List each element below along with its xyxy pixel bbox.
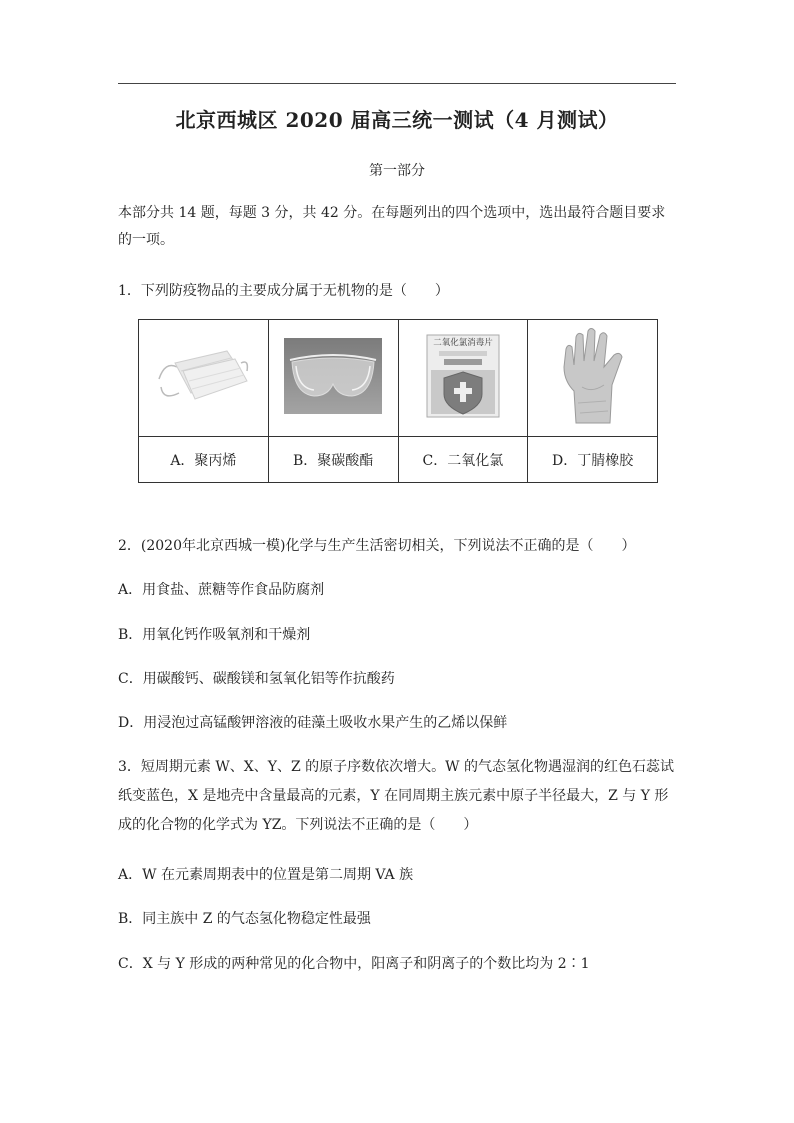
q3-option-b: B．同主族中 Z 的气态氢化物稳定性最强 [118,911,371,927]
q3-option-a: A．W 在元素周期表中的位置是第二周期 VA 族 [118,867,414,883]
option-b-image [268,320,398,437]
option-a-image [139,320,269,437]
q2-option-b: B．用氧化钙作吸氧剂和干燥剂 [118,627,311,643]
option-a-label: A．聚丙烯 [139,437,269,483]
q3-stem: 3．短周期元素 W、X、Y、Z 的原子序数依次增大。W 的气态氢化物遇湿润的红色石蕊试纸变蓝色，X 是地壳中含量最高的元素，Y 在同周期主族元素中原子半径最大，Z 与 Y 形成的化合物的化学式为 YZ。下列说法不正确的是（ ） [118,759,674,833]
q2-option-a: A．用食盐、蔗糖等作食品防腐剂 [118,582,325,598]
q2-option-c: C．用碳酸钙、碳酸镁和氢氧化铝等作抗酸药 [118,671,395,687]
option-d-image [528,320,658,437]
header-rule [118,83,676,84]
q3-option-c: C．X 与 Y 形成的两种常见的化合物中，阳离子和阴离子的个数比均为 2∶1 [118,956,590,972]
q1-stem: 1．下列防疫物品的主要成分属于无机物的是（ ） [118,283,449,299]
q1-options-table [138,319,658,483]
package-text: 二氧化氯消毒片 [433,338,493,348]
glove-icon [558,327,628,425]
goggles-icon [284,338,382,414]
option-d-label: D．丁腈橡胶 [528,437,658,483]
instructions: 本部分共 14 题，每题 3 分，共 42 分。在每题列出的四个选项中，选出最符合题目要求的一项。 [118,205,666,248]
disinfectant-tablet-icon [426,334,500,418]
q2-stem: 2．(2020年北京西城一模)化学与生产生活密切相关，下列说法不正确的是（ ） [118,538,636,554]
exam-title: 北京西城区 2020 届高三统一测试（4 月测试） [175,108,619,132]
q2-option-d: D．用浸泡过高锰酸钾溶液的硅藻土吸收水果产生的乙烯以保鲜 [118,715,508,731]
section-title: 第一部分 [369,163,425,179]
option-b-label: B．聚碳酸酯 [268,437,398,483]
option-c-label: C．二氧化氯 [398,437,528,483]
mask-icon [155,341,251,411]
option-c-image [398,320,528,437]
